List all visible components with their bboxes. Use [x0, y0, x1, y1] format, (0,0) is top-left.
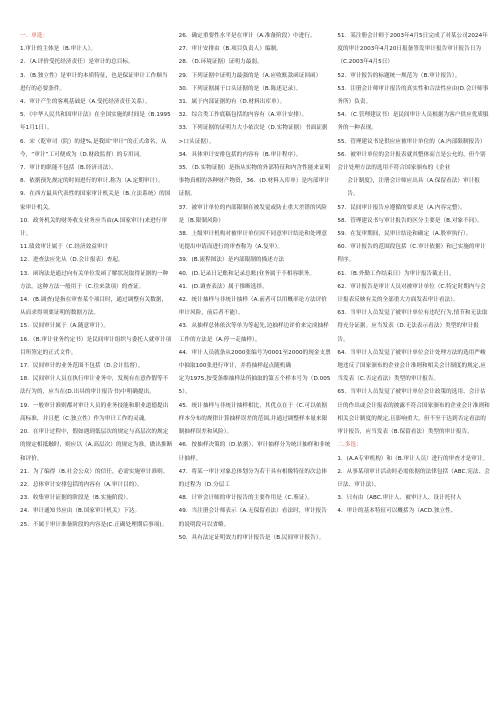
question-line: 34．具体审计安排包括的内容有（B.审计程序）。 — [178, 151, 302, 158]
question-line: 45．统计抽样与非统计抽样相比，其优点在于（C.可以依据样本分布的规律计算抽样误差的范围,并通过调整样本量来限制抽样误差和风险）。 — [178, 402, 328, 436]
question-line: 29．下列证据中证明力最强的是（A.应收账款函证回函） — [178, 72, 322, 79]
question-line: 23．收集审计证据的阶段是（B.实施阶段）。 — [20, 495, 132, 502]
question-line: 10．政务机关的财务收支业务应当由(A.国家审计)来进行审计。 — [20, 217, 168, 238]
question-line: 54．（C.管理建议书）是民间审计人员根据为客户供应优质服务的一种表现。 — [337, 112, 489, 132]
question-line: 47．将某一审计对象总体划分为若干具有相像特征的次总体的过程为（D.分层工 — [178, 468, 327, 488]
question-line: 42．统计抽样与非统计抽样（A.前者可以用概率论方法评价审计风险，前后者不能）。 — [178, 297, 327, 317]
question-line: 3．只有由（ABC.审计人、被审计人、设计托付人 — [337, 495, 462, 502]
question-line: 11.绩效审计属于（C.经济效益审计 — [20, 244, 109, 251]
question-line: 12．进查法应先从（D.会计报表）查起。 — [20, 257, 124, 264]
question-line: 46．按抽样决策的（D.依据）、审计抽样分为统计抽样和非统计抽样。 — [178, 442, 331, 462]
column-2 — [179, 30, 332, 699]
question-line: 30．下列证据属于口头证据的是（B.陈述记录）。 — [178, 85, 302, 92]
question-line: 14．(B.调查)是指在审查某个项目时，通过调整有关数据，从而求得须要证明的数据方法。 — [20, 297, 168, 317]
question-line: 32．综合类工作底稿包括的内容有（A.审计安排）。 — [178, 112, 308, 119]
question-line: 26．确定重要性水平是在审计（A.准备阶段）中进行。 — [178, 33, 316, 39]
question-line: 38．上级审计机构对被审计单位因不同意审计结论和处理意见提出申请而进行的审查称为（A.复审）。 — [178, 231, 327, 251]
question-line: 39．(B.流程图法）是内部限制的描述方法 — [178, 257, 285, 264]
question-line: 定为1975,按受条维抽样法所抽取的第五个样本号为（D.0055）。 — [178, 376, 331, 396]
section-heading: 二.多选： — [337, 442, 362, 449]
question-line: 62．审计报告是审计人员对被审计单位（C.特定时期内与会计报表反映有关的全部重大方面发表审计看法）。 — [337, 283, 486, 304]
question-line: 4．审计的基本特征可以概括为（ACD.独立性、 — [337, 508, 457, 515]
question-line: 61．（B.外勤工作结束日）为审计报告截止日。 — [337, 270, 455, 277]
question-line: 53．注册会计师审计报告的真实性和合法性应由(D.会计师事务所）负责。 — [337, 85, 489, 106]
question-line: 8．依据预先规定的时间进行的审计,称为（A.定期审计）。 — [20, 178, 164, 185]
question-line: 63．当审计人员发觉了被审计单位有违纪行为,情节和无法取得充分证据。应当发表（D.无法表示看法）类型的审计报告。 — [337, 310, 488, 343]
question-line: 17．民间审计的业务范围不包括（D.会计监督）。 — [20, 363, 144, 370]
question-line: 20．在审计过程中，假如遇到低层次的规定与高层次的规定的规定相抵触时，则应以（A.高层次）的规定为准，做出推断和评价。 — [20, 429, 173, 462]
question-line: 2．从事某项审计活动时必需依据的法律包括（ABC.宪法、会计法、审计法）。 — [337, 468, 490, 488]
question-line: 65．当审计人员发觉了被审计单位会计政策的选用、会计估计的作出或会计报表的披露不符合国家颁布的企业会计准则和相关会计制度的规定,且影响重大，但不至于达到否定看法的审计报告，应当发表（B.保留看法）类型的审计报告。 — [337, 389, 490, 436]
question-line: 18．民间审计人员在执行审计业务中，发现有在意作假等不法行为的，应当在(D.出具的审计报告书)中明确提出。 — [20, 376, 169, 396]
question-line: 35．（D.实物证据）是指从实物的外部特征和内含性能来证明事物真相的各种财产物资，36．(D.材料入库单）是内部审计证据。 — [178, 165, 331, 198]
question-line: 7．审计的职能不包括（B.经济司法）。 — [20, 165, 117, 172]
question-line: 6．宋（乾审司（院）的建%,是我国“审计”的正式命名，从今，“审计”工可便成为（D.财政监督）的专用词。 — [20, 138, 167, 158]
question-line: 44．审计人员就条从2000张编号为0001至2000的现金支票中抽取100张进行审计，并将抽样起点随机确 — [178, 349, 331, 370]
question-line: 24．审计通知书应由（B.国家审计机关）下达。 — [20, 508, 141, 515]
question-line: 5．《中华人民共和国审计法》在全国实施的时间是（B.1995年1月1日）。 — [20, 112, 171, 132]
question-line: 16．（B.审计业务约定书）是民间审计组织与委托人就审计项目所签定的正式文件。 — [20, 336, 172, 356]
question-line: 3．（B.独立性）是审计的本质特征，也是保证审计工作顺当进行的必要条件。 — [20, 72, 168, 92]
question-line: 33．下列证据的证明力大小依次是（D.实物证据）书面证据>口头证据）。 — [178, 125, 328, 145]
question-line: 55．管理建议书是供应应被审计单位的（A.内部限制报告） — [337, 138, 486, 145]
question-line: 28．（D.环境证据）证明力最弱。 — [178, 59, 263, 66]
question-line: 52．审计报告的标题统一规范为（B.审计报告）。 — [337, 72, 461, 79]
question-line: 31．属于内部证据的有（D.材料出库单）。 — [178, 99, 286, 106]
question-line: 21．为了编得（B.社会公众）的信任，必需实施审计准则。 — [20, 468, 169, 475]
question-line: 1.审计的主体是（B.审计人）。 — [20, 46, 97, 53]
question-line: 15．民间审计属于（A.随意审计）。 — [20, 323, 110, 330]
question-line: 59．在复审期间，民审计结论和确定（A.股审执行）。 — [337, 231, 472, 238]
question-line: 13．函询法是通过向有关单位发函了解状况取得证据的一种方法。这种方法一般用于（C.往来款项）的查证。 — [20, 270, 169, 290]
question-line: 51．某注册会计师于2003年4月5日完成了对某公司2024年度的审计2003年4月20日报备签发审计报告审计报告日为（C.2003年4月5日） — [337, 33, 488, 66]
question-line: 2．（A.评价受托经济责任）是审计的总目标。 — [20, 59, 134, 66]
question-line: 37．被审计单位的内部限制在被发觉或防止重大差错的风险是（B.限制风险） — [178, 204, 327, 224]
question-line: 56．被审计单位的会计报表就其整体而言是公允的，但个别会计处理方法的选用不符合国家颁布的《企业 — [337, 151, 486, 172]
question-line: 会计制度》，注册会计师应出具（A.保留看法）审计报告。 — [347, 178, 480, 198]
section-heading: 一．单选： — [20, 33, 49, 39]
question-line: 25．不属于审计准备阶段的内容是(C.正确处理期后事项)。 — [20, 521, 168, 528]
question-line: 9．在西方最具代表性的国家审计机关是（B.立法系统）的国家审计机关。 — [20, 191, 171, 211]
question-line: 19．一般审计准则都对审计人员的业务技能和职业道德提出高标准，并且把（C.独立性）作为审计工作的灵魂。 — [20, 402, 169, 422]
column-3 — [337, 30, 490, 699]
question-line: 40．(D.记录日记账和记录总账)业务属于不相容职务。 — [178, 270, 316, 277]
question-line: 58．管理建议书与审计报告的区分主要是（B.对象不同）。 — [337, 217, 483, 224]
question-line: 4．审计产生的客观基础是（A.受托经济责任关系）。 — [20, 99, 151, 106]
question-line: 22．总体审计安排包括的内容有（A.审计目的）。 — [20, 481, 143, 488]
question-line: 50．具有法定证明效力的审计报告是（B.民间审计报告）。 — [178, 534, 325, 541]
question-line: 27．审计安排由（B.项目负责人）编制。 — [178, 46, 282, 53]
question-line: 48．计审会计师的审计报告的主要作用是（C.鉴证）。 — [178, 495, 314, 502]
column-1 — [20, 30, 173, 699]
question-line: 64．当审计人员发觉了被审计单位会计处理方法的选用严峻地违反了国家颁布的企业会计准则和相关会计制度的规定,应当发表（C.否定看法）类型的审计报告。 — [337, 349, 486, 383]
question-line: 60．审计报告的范围段包括（C.审计依据）和已实施的审计程序。 — [337, 244, 486, 264]
question-line: 49．当注册会计师表示（A.无保留看法）看法时，审计报告的说明段可以省略。 — [178, 508, 327, 528]
question-line: 1．(A.A专审机构）和（B.审计人员）进行的审查才是审计。 — [337, 455, 489, 462]
question-line: 57．民间审计报告应遵循的要求是（A.内容完整）。 — [337, 204, 466, 211]
question-line: 43．从抽样总体依次等单为等起先,边抽样边评价来完成抽样工作的方法是（A.停一走抽样）。 — [178, 323, 329, 343]
question-line: 41．(D.调查表法）属于推断选择。 — [178, 283, 268, 290]
